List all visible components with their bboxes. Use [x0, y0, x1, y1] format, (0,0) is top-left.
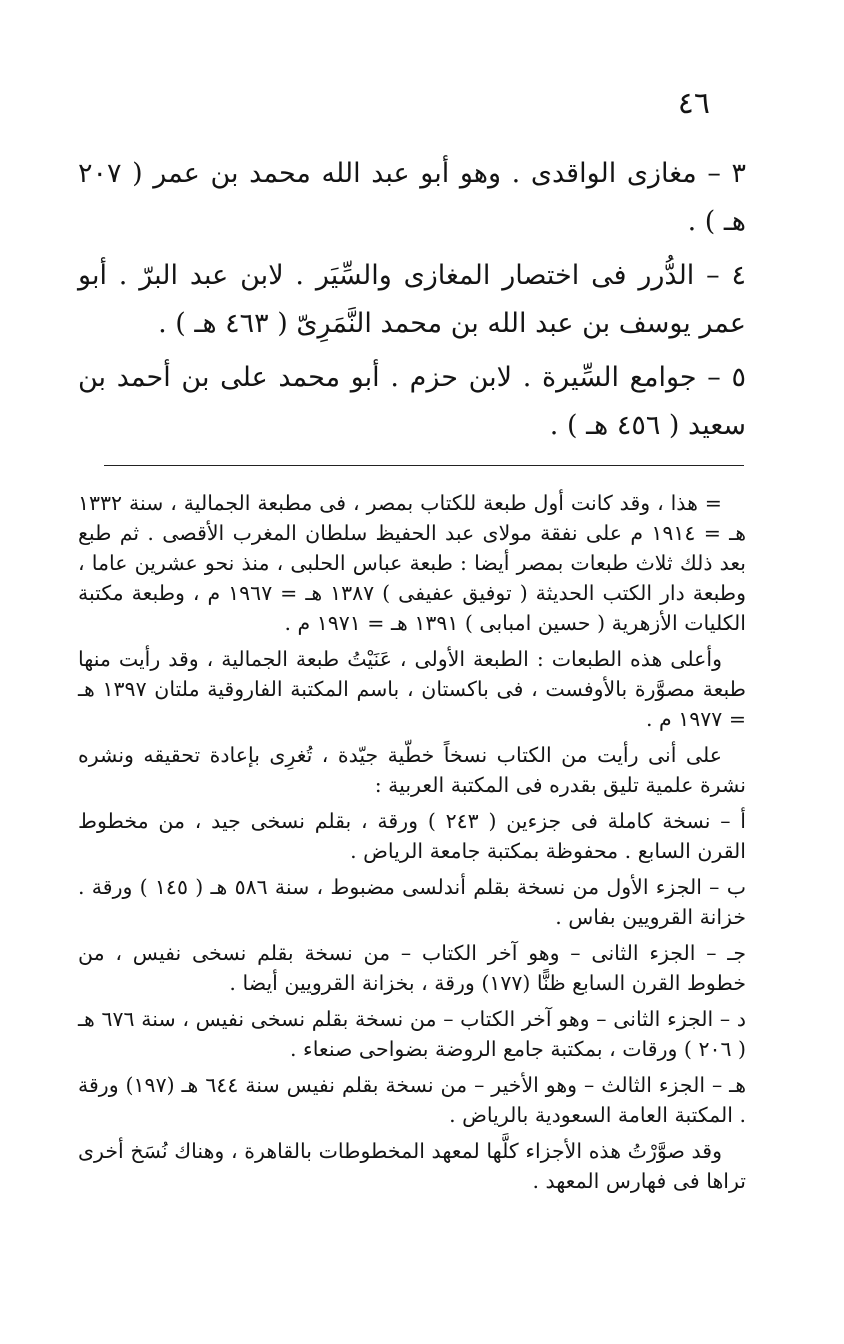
footnote-manuscript-j: جـ – الجزء الثانى – وهو آخر الكتاب – من نسخة بقلم نسخى نفيس ، من خطوط القرن السابع ظنًّا (١٧٧) ورقة ، بخزانة القرويين أيضا . — [78, 941, 746, 995]
entry-3-maghazi-waqidi: ٣ – مغازى الواقدى . وهو أبو عبد الله محمد بن عمر ( ٢٠٧ هـ ) . — [78, 158, 746, 237]
footnote-separator — [104, 465, 744, 466]
footnote-manuscript-d: د – الجزء الثانى – وهو آخر الكتاب – من نسخة بقلم نسخى نفيس ، سنة ٦٧٦ هـ ( ٢٠٦ ) ورقات ، بمكتبة جامع الروضة بضواحى صنعاء . — [78, 1007, 746, 1061]
footnote-manuscript-a: أ – نسخة كاملة فى جزءين ( ٢٤٣ ) ورقة ، بقلم نسخى جيد ، من مخطوط القرن السابع . محفوظة بمكتبة جامعة الرياض . — [78, 809, 747, 863]
footnote-closing: وقد صوَّرْتُ هذه الأجزاء كلَّها لمعهد المخطوطات بالقاهرة ، وهناك نُسَخ أخرى تراها فى فهارس المعهد . — [78, 1139, 746, 1193]
main-text — [78, 150, 746, 456]
footnote-editions: = هذا ، وقد كانت أول طبعة للكتاب بمصر ، فى مطبعة الجمالية ، سنة ١٣٣٢ هـ = ١٩١٤ م على نفقة مولاى عبد الحفيظ سلطان المغرب الأقصى . ثم طبع بعد ذلك ثلاث طبعات بمصر أيضا : طبعة عباس الحلبى ، منذ نحو عشرين عاما ، وطبعة دار الكتب الحديثة ( توفيق عفيفى ) ١٣٨٧ هـ = ١٩٦٧ م ، وطبعة مكتبة الكليات الأزهرية ( حسين امبابى ) ١٣٩١ هـ = ١٩٧١ م . — [78, 491, 747, 635]
entry-4-durar: ٤ – الدُّرر فى اختصار المغازى والسِّيَر . لابن عبد البرّ . أبو عمر يوسف بن عبد الله بن محمد النَّمَرِىّ ( ٤٦٣ هـ ) . — [78, 260, 746, 339]
footnote-best-edition: وأعلى هذه الطبعات : الطبعة الأولى ، عَنَيْتُ طبعة الجمالية ، وقد رأيت منها طبعة مصوَّرة بالأوفست ، فى باكستان ، باسم المكتبة الفاروقية ملتان ١٣٩٧ هـ = ١٩٧٧ م . — [78, 647, 746, 731]
footnote-manuscript-h: هـ – الجزء الثالث – وهو الأخير – من نسخة بقلم نفيس سنة ٦٤٤ هـ (١٩٧) ورقة . المكتبة العامة السعودية بالرياض . — [78, 1073, 747, 1127]
footnote-manuscript-b: ب – الجزء الأول من نسخة بقلم أندلسى مضبوط ، سنة ٥٨٦ هـ ( ١٤٥ ) ورقة . خزانة القرويين بفاس . — [78, 875, 746, 929]
footnotes — [78, 488, 746, 1202]
entry-5-jawami-sira: ٥ – جوامع السِّيرة . لابن حزم . أبو محمد على بن أحمد بن سعيد ( ٤٥٦ هـ ) . — [78, 362, 746, 441]
footnote-manuscripts-intro: على أنى رأيت من الكتاب نسخاً خطّية جيّدة ، تُغرِى بإعادة تحقيقه ونشره نشرة علمية تليق بقدره فى المكتبة العربية : — [78, 743, 746, 797]
page-number: ٤٦ — [677, 86, 710, 121]
